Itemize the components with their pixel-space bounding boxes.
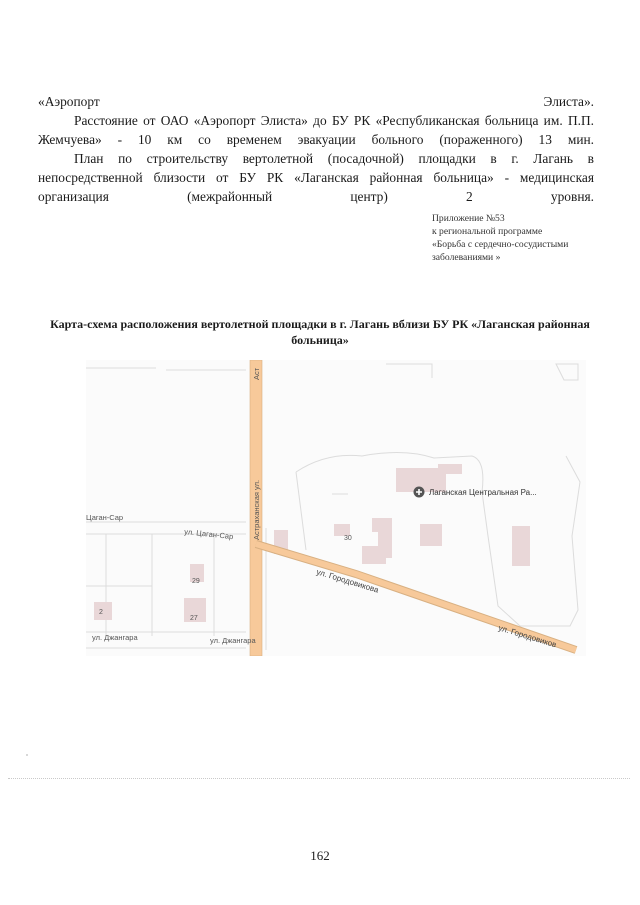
street-label-gorodovikova: ул. Городовикова [315,567,380,595]
paragraph-distance: Расстояние от ОАО «Аэропорт Элиста» до БУ РК «Республиканская больница им. П.П. Жемчуева» - 10 км со временем эвакуации больного (пораженного) 13 мин. [38,113,594,147]
paragraph-helipad-plan: План по строительству вертолетной (посадочной) площадки в г. Лагань в непосредственной близости от БУ РК «Лаганская районная больница» - медицинская организация (межрайонный центр) 2 уровня. [38,151,594,204]
hospital-marker[interactable] [414,487,537,498]
appendix-line: Приложение №53 [432,213,505,224]
page-divider [8,778,630,779]
page-number: 162 [310,848,330,863]
map-title: Карта-схема расположения вертолетной площадки в г. Лагань вблизи БУ РК «Лаганская районная больница» [50,317,590,347]
house-number: 29 [192,578,200,585]
appendix-note [432,212,612,264]
street-label-dzhangara-right: ул. Джангара [210,636,256,645]
text-line-airport: «Аэропорт Элиста». [38,94,594,109]
poi-label: Лаганская Центральная Ра... [429,488,537,497]
house-number: 2 [99,609,103,616]
house-number: 27 [190,615,198,622]
scan-speck [26,754,28,756]
location-map [86,360,586,656]
street-label-gorodovikova-2: ул. Городовиков [497,623,558,650]
appendix-line: «Борьба с сердечно-сосудистыми [432,239,569,250]
street-label-astrakhanskaya-top: Аст [252,367,261,380]
street-label-astrakhanskaya: Астраханская ул. [252,479,261,540]
appendix-line: заболеваниями » [432,252,501,263]
street-label-tsagan-sar: ул. Цаган-Сар [183,527,234,542]
appendix-line: к региональной программе [432,226,543,237]
house-number: 30 [344,535,352,542]
street-label-dzhangara-left: ул. Джангара [92,633,138,642]
street-label-tsagan-sar-left: Цаган-Сар [86,513,124,522]
